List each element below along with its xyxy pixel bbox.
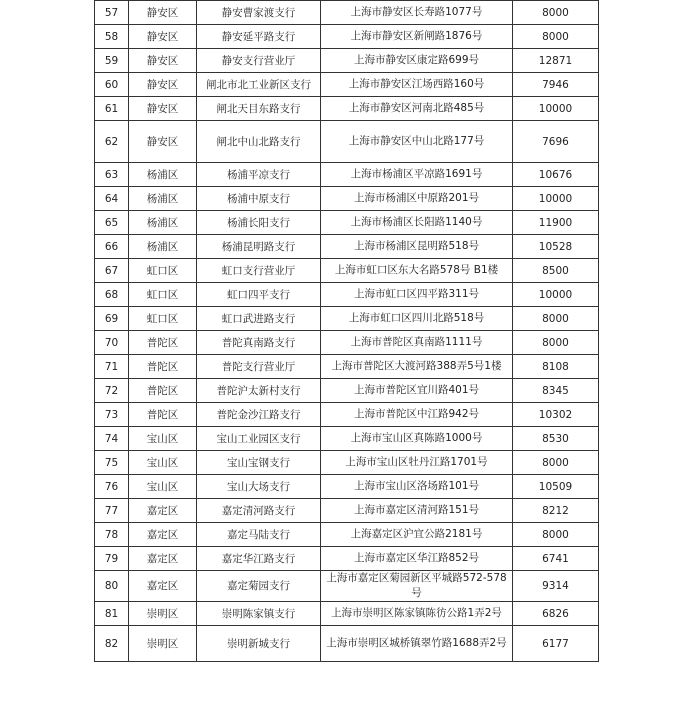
row-amount: 8345 [513,379,599,403]
row-branch-name: 普陀真南路支行 [197,331,321,355]
row-branch-name: 普陀支行营业厅 [197,355,321,379]
row-district: 嘉定区 [129,547,197,571]
row-number: 68 [95,283,129,307]
row-address: 上海市嘉定区菊园新区平城路572-578号 [321,571,513,602]
row-branch-name: 虹口武进路支行 [197,307,321,331]
row-amount: 10528 [513,235,599,259]
table-row [95,547,599,571]
table-row [95,121,599,163]
row-address: 上海市虹口区东大名路578号 B1楼 [321,259,513,283]
row-amount: 8000 [513,25,599,49]
row-branch-name: 嘉定华江路支行 [197,547,321,571]
row-district: 杨浦区 [129,235,197,259]
row-address: 上海市普陀区宜川路401号 [321,379,513,403]
row-district: 虹口区 [129,283,197,307]
branch-table-body [95,1,599,662]
row-amount: 6826 [513,602,599,626]
row-branch-name: 静安延平路支行 [197,25,321,49]
row-number: 77 [95,499,129,523]
table-row [95,626,599,662]
row-branch-name: 宝山宝钢支行 [197,451,321,475]
row-amount: 8108 [513,355,599,379]
table-row [95,451,599,475]
row-amount: 8500 [513,259,599,283]
row-amount: 7946 [513,73,599,97]
table-row [95,73,599,97]
row-branch-name: 嘉定马陆支行 [197,523,321,547]
row-district: 嘉定区 [129,571,197,602]
row-district: 杨浦区 [129,163,197,187]
row-branch-name: 宝山大场支行 [197,475,321,499]
row-amount: 6177 [513,626,599,662]
row-address: 上海市嘉定区清河路151号 [321,499,513,523]
row-branch-name: 静安支行营业厅 [197,49,321,73]
row-address: 上海市普陀区大渡河路388弄5号1楼 [321,355,513,379]
row-district: 普陀区 [129,379,197,403]
table-row [95,403,599,427]
row-amount: 8530 [513,427,599,451]
table-row [95,1,599,25]
row-address: 上海嘉定区沪宜公路2181号 [321,523,513,547]
row-address: 上海市静安区河南北路485号 [321,97,513,121]
table-row [95,571,599,602]
row-address: 上海市静安区康定路699号 [321,49,513,73]
row-number: 82 [95,626,129,662]
row-branch-name: 静安曹家渡支行 [197,1,321,25]
table-row [95,49,599,73]
row-number: 72 [95,379,129,403]
row-branch-name: 普陀金沙江路支行 [197,403,321,427]
row-number: 64 [95,187,129,211]
row-district: 普陀区 [129,355,197,379]
row-number: 71 [95,355,129,379]
row-amount: 8000 [513,523,599,547]
row-branch-name: 普陀沪太新村支行 [197,379,321,403]
table-row [95,283,599,307]
row-district: 静安区 [129,25,197,49]
row-address: 上海市虹口区四川北路518号 [321,307,513,331]
row-amount: 10000 [513,283,599,307]
row-amount: 8000 [513,331,599,355]
row-branch-name: 闸北市北工业新区支行 [197,73,321,97]
row-branch-name: 崇明陈家镇支行 [197,602,321,626]
row-district: 静安区 [129,97,197,121]
row-amount: 10302 [513,403,599,427]
table-row [95,331,599,355]
row-branch-name: 崇明新城支行 [197,626,321,662]
row-number: 62 [95,121,129,163]
table-row [95,187,599,211]
table-row [95,427,599,451]
table-row [95,97,599,121]
row-amount: 10000 [513,187,599,211]
row-district: 杨浦区 [129,187,197,211]
row-district: 静安区 [129,1,197,25]
row-district: 宝山区 [129,451,197,475]
row-address: 上海市崇明区城桥镇翠竹路1688弄2号 [321,626,513,662]
row-district: 崇明区 [129,626,197,662]
table-row [95,499,599,523]
table-row [95,379,599,403]
row-amount: 10509 [513,475,599,499]
row-district: 普陀区 [129,331,197,355]
row-address: 上海市静安区长寿路1077号 [321,1,513,25]
row-amount: 12871 [513,49,599,73]
row-number: 67 [95,259,129,283]
row-amount: 9314 [513,571,599,602]
row-amount: 7696 [513,121,599,163]
table-row [95,163,599,187]
row-district: 宝山区 [129,427,197,451]
table-row [95,602,599,626]
row-amount: 10000 [513,97,599,121]
row-district: 崇明区 [129,602,197,626]
row-address: 上海市嘉定区华江路852号 [321,547,513,571]
row-branch-name: 杨浦中原支行 [197,187,321,211]
row-number: 78 [95,523,129,547]
row-address: 上海市宝山区洛场路101号 [321,475,513,499]
row-address: 上海市静安区新闸路1876号 [321,25,513,49]
table-row [95,259,599,283]
row-branch-name: 虹口支行营业厅 [197,259,321,283]
row-number: 57 [95,1,129,25]
row-branch-name: 闸北中山北路支行 [197,121,321,163]
table-row [95,475,599,499]
row-district: 宝山区 [129,475,197,499]
row-amount: 10676 [513,163,599,187]
row-branch-name: 杨浦昆明路支行 [197,235,321,259]
table-row [95,211,599,235]
row-number: 73 [95,403,129,427]
row-district: 静安区 [129,49,197,73]
row-district: 静安区 [129,73,197,97]
row-number: 74 [95,427,129,451]
row-address: 上海市杨浦区中原路201号 [321,187,513,211]
row-branch-name: 嘉定清河路支行 [197,499,321,523]
row-number: 59 [95,49,129,73]
row-address: 上海市崇明区陈家镇陈彷公路1弄2号 [321,602,513,626]
table-row [95,307,599,331]
table-row [95,355,599,379]
row-address: 上海市宝山区牡丹江路1701号 [321,451,513,475]
row-district: 虹口区 [129,259,197,283]
row-number: 61 [95,97,129,121]
row-number: 65 [95,211,129,235]
row-branch-name: 宝山工业园区支行 [197,427,321,451]
row-number: 75 [95,451,129,475]
row-address: 上海市杨浦区昆明路518号 [321,235,513,259]
row-number: 70 [95,331,129,355]
row-address: 上海市普陀区真南路1111号 [321,331,513,355]
table-row [95,25,599,49]
row-district: 虹口区 [129,307,197,331]
row-district: 普陀区 [129,403,197,427]
row-branch-name: 嘉定菊园支行 [197,571,321,602]
row-address: 上海市杨浦区长阳路1140号 [321,211,513,235]
row-district: 静安区 [129,121,197,163]
table-row [95,523,599,547]
row-address: 上海市虹口区四平路311号 [321,283,513,307]
row-district: 杨浦区 [129,211,197,235]
row-district: 嘉定区 [129,499,197,523]
row-number: 58 [95,25,129,49]
row-amount: 8000 [513,307,599,331]
row-address: 上海市静安区江场西路160号 [321,73,513,97]
row-branch-name: 虹口四平支行 [197,283,321,307]
row-address: 上海市宝山区真陈路1000号 [321,427,513,451]
row-amount: 11900 [513,211,599,235]
row-number: 81 [95,602,129,626]
row-number: 80 [95,571,129,602]
row-number: 60 [95,73,129,97]
row-district: 嘉定区 [129,523,197,547]
row-number: 79 [95,547,129,571]
row-address: 上海市静安区中山北路177号 [321,121,513,163]
branch-table [94,0,599,662]
row-number: 76 [95,475,129,499]
row-number: 66 [95,235,129,259]
row-amount: 8000 [513,451,599,475]
document-page [94,0,599,662]
row-amount: 8212 [513,499,599,523]
row-branch-name: 杨浦平凉支行 [197,163,321,187]
row-number: 69 [95,307,129,331]
row-number: 63 [95,163,129,187]
row-address: 上海市普陀区中江路942号 [321,403,513,427]
row-amount: 8000 [513,1,599,25]
row-branch-name: 杨浦长阳支行 [197,211,321,235]
row-branch-name: 闸北天目东路支行 [197,97,321,121]
row-address: 上海市杨浦区平凉路1691号 [321,163,513,187]
row-amount: 6741 [513,547,599,571]
table-row [95,235,599,259]
